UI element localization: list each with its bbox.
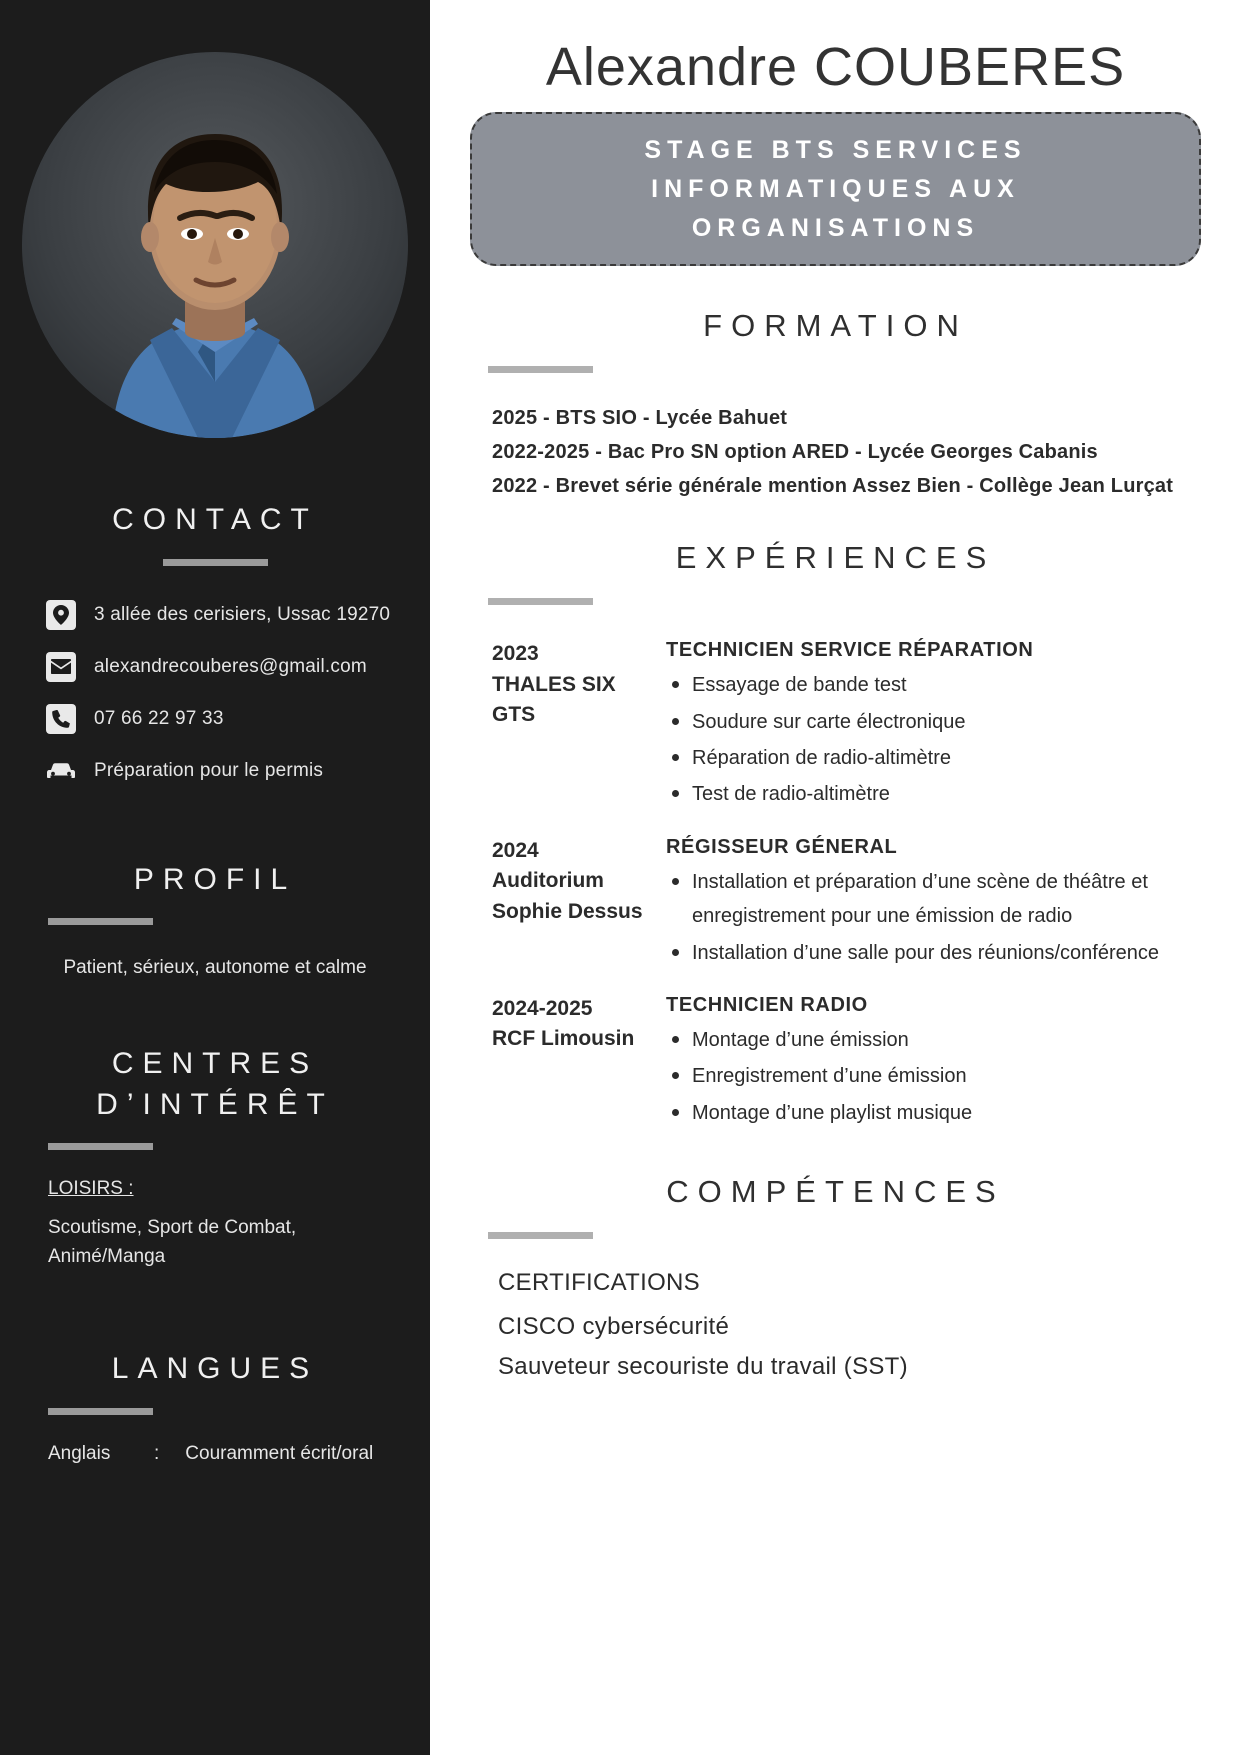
- interets-heading-line2: D’INTÉRÊT: [96, 1087, 334, 1121]
- experience-bullet: Montage d’une émission: [666, 1023, 1201, 1057]
- interets-heading-line1: CENTRES: [111, 1047, 319, 1081]
- certification-item: CISCO cybersécurité: [498, 1313, 730, 1341]
- experiences-divider: [488, 598, 593, 605]
- contact-heading: CONTACT: [112, 503, 318, 536]
- profil-text: Patient, sérieux, autonome et calme: [63, 957, 367, 978]
- contact-section: [34, 500, 396, 808]
- experience-period: 2024-2025: [492, 996, 593, 1020]
- contact-item-permit: [46, 756, 396, 786]
- contact-item-email[interactable]: [46, 652, 396, 682]
- experience-meta: [492, 836, 650, 972]
- formation-section: [470, 308, 1201, 498]
- page-title: Alexandre COUBERES: [545, 37, 1126, 97]
- experience-item: [492, 994, 1201, 1132]
- experience-bullets: [666, 1023, 1201, 1130]
- profil-divider: [48, 918, 153, 925]
- location-pin-icon: [46, 600, 76, 630]
- profil-section: [34, 860, 396, 983]
- contact-item-phone[interactable]: [46, 704, 396, 734]
- profil-heading: PROFIL: [133, 862, 297, 896]
- experience-bullet: Installation d’une salle pour des réunions/conférence: [666, 936, 1201, 970]
- experiences-list: [492, 639, 1201, 1132]
- competences-heading: COMPÉTENCES: [666, 1174, 1005, 1210]
- experience-role: RÉGISSEUR GÉNERAL: [666, 835, 898, 858]
- interets-divider: [48, 1143, 153, 1150]
- loisirs-text: Scoutisme, Sport de Combat, Animé/Manga: [48, 1217, 297, 1267]
- langues-heading: LANGUES: [111, 1352, 319, 1386]
- experience-bullet: Essayage de bande test: [666, 668, 1201, 702]
- experience-meta: [492, 639, 650, 814]
- experience-item: [492, 639, 1201, 814]
- contact-address-text: 3 allée des cerisiers, Ussac 19270: [94, 603, 391, 625]
- contact-phone-text: 07 66 22 97 33: [94, 707, 224, 729]
- experience-bullet: Montage d’une playlist musique: [666, 1096, 1201, 1130]
- contact-permit-text: Préparation pour le permis: [94, 759, 324, 781]
- job-target-badge: STAGE BTS SERVICES INFORMATIQUES AUX ORGANISATIONS: [470, 112, 1201, 266]
- experience-bullets: [666, 865, 1201, 970]
- formation-divider: [488, 366, 593, 373]
- contact-email-text: alexandrecouberes@gmail.com: [94, 655, 367, 677]
- langue-separator: :: [154, 1442, 160, 1464]
- langue-name: Anglais: [48, 1442, 111, 1464]
- sidebar: [0, 0, 430, 1755]
- envelope-icon: [46, 652, 76, 682]
- formation-item: 2022-2025 - Bac Pro SN option ARED - Lycée Georges Cabanis: [492, 441, 1098, 464]
- contact-divider: [163, 559, 268, 566]
- car-icon: [46, 756, 76, 786]
- experience-meta: [492, 994, 650, 1132]
- experience-company: THALES SIX GTS: [492, 672, 616, 727]
- formation-item: 2022 - Brevet série générale mention Assez Bien - Collège Jean Lurçat: [492, 475, 1174, 498]
- experience-role: TECHNICIEN RADIO: [666, 993, 868, 1016]
- certification-item: Sauveteur secouriste du travail (SST): [498, 1353, 908, 1381]
- experience-bullet: Installation et préparation d’une scène de théâtre et enregistrement pour une émission de radio: [666, 865, 1201, 934]
- langues-divider: [48, 1408, 153, 1415]
- experience-item: [492, 836, 1201, 972]
- experience-detail: [666, 639, 1201, 814]
- experience-company: Auditorium Sophie Dessus: [492, 869, 643, 923]
- experience-bullet: Enregistrement d’une émission: [666, 1059, 1201, 1093]
- contact-list: [34, 600, 396, 808]
- experience-period: 2024: [492, 838, 539, 862]
- certifications-subheading: CERTIFICATIONS: [498, 1269, 700, 1297]
- experience-company: RCF Limousin: [492, 1027, 635, 1051]
- langue-level: Couramment écrit/oral: [185, 1442, 374, 1464]
- formation-item: 2025 - BTS SIO - Lycée Bahuet: [492, 407, 788, 430]
- experience-period: 2023: [492, 642, 539, 666]
- certifications-block: [498, 1269, 1201, 1381]
- experience-role: TECHNICIEN SERVICE RÉPARATION: [666, 639, 1034, 662]
- experience-bullets: [666, 668, 1201, 812]
- interets-section: [34, 1044, 396, 1271]
- experience-bullet: Réparation de radio-altimètre: [666, 741, 1201, 775]
- experience-bullet: Test de radio-altimètre: [666, 777, 1201, 811]
- competences-divider: [488, 1232, 593, 1239]
- langues-section: [34, 1349, 396, 1465]
- experience-detail: [666, 994, 1201, 1132]
- contact-item-address: [46, 600, 396, 630]
- profile-photo-illustration: [22, 52, 408, 438]
- phone-icon: [46, 704, 76, 734]
- main-content: [430, 0, 1241, 1755]
- experience-bullet: Soudure sur carte électronique: [666, 705, 1201, 739]
- experience-detail: [666, 836, 1201, 972]
- profile-photo: [22, 52, 408, 438]
- experiences-section: [470, 540, 1201, 1132]
- langue-row: [34, 1443, 396, 1465]
- formation-heading: FORMATION: [703, 308, 968, 344]
- formation-list: [492, 407, 1201, 498]
- loisirs-label: LOISIRS :: [48, 1178, 134, 1200]
- experiences-heading: EXPÉRIENCES: [675, 540, 996, 576]
- competences-section: [470, 1174, 1201, 1381]
